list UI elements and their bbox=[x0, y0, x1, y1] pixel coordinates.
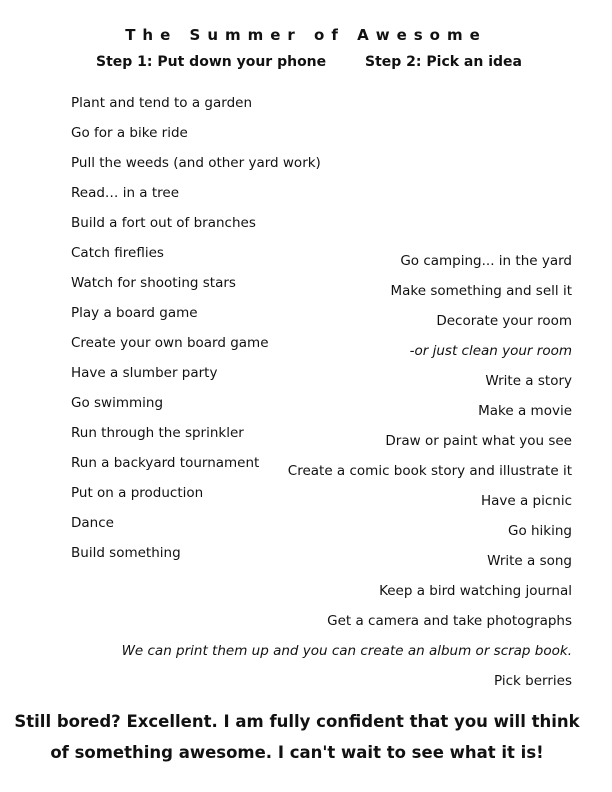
list-item: Run a backyard tournament bbox=[71, 455, 260, 471]
list-item: Go hiking bbox=[507, 523, 572, 539]
closing-line-1: Still bored? Excellent. I am fully confident that you will think bbox=[14, 712, 580, 731]
list-item: Make a movie bbox=[478, 403, 572, 419]
list-item: Plant and tend to a garden bbox=[71, 95, 253, 111]
list-item: Go for a bike ride bbox=[71, 125, 188, 141]
list-item: Make something and sell it bbox=[390, 283, 572, 299]
list-item: Read… in a tree bbox=[71, 185, 180, 201]
list-item: Watch for shooting stars bbox=[71, 275, 236, 291]
list-item: Decorate your room bbox=[436, 313, 572, 329]
list-item: Build something bbox=[71, 545, 181, 561]
list-item: Catch fireflies bbox=[71, 245, 164, 261]
list-item-note: We can print them up and you can create an album or scrap book. bbox=[121, 643, 572, 659]
right-ideas-list bbox=[122, 250, 572, 700]
list-item: Create your own board game bbox=[71, 335, 269, 351]
list-item: Keep a bird watching journal bbox=[379, 583, 572, 599]
list-item: Create a comic book story and illustrate it bbox=[287, 463, 572, 479]
list-item: Play a board game bbox=[71, 305, 198, 321]
list-item: Pull the weeds (and other yard work) bbox=[71, 155, 321, 171]
list-item: Dance bbox=[71, 515, 114, 531]
list-item-note: -or just clean your room bbox=[409, 343, 572, 359]
list-item: Put on a production bbox=[71, 485, 204, 501]
list-item: Go swimming bbox=[71, 395, 164, 411]
list-item: Have a slumber party bbox=[71, 365, 218, 381]
list-item: Go camping... in the yard bbox=[400, 253, 572, 269]
list-item: Write a story bbox=[485, 373, 572, 389]
list-item: Pick berries bbox=[494, 673, 572, 689]
step-1-heading: Step 1: Put down your phone bbox=[96, 54, 327, 70]
closing-line-2: of something awesome. I can't wait to see what it is! bbox=[50, 743, 544, 762]
page-title: The Summer of Awesome bbox=[125, 26, 487, 44]
closing-message bbox=[0, 706, 612, 768]
list-item: Write a song bbox=[487, 553, 572, 569]
list-item: Get a camera and take photographs bbox=[327, 613, 572, 629]
list-item: Draw or paint what you see bbox=[385, 433, 572, 449]
step-2-heading: Step 2: Pick an idea bbox=[365, 54, 522, 70]
list-item: Have a picnic bbox=[480, 493, 572, 509]
list-item: Build a fort out of branches bbox=[71, 215, 256, 231]
list-item: Run through the sprinkler bbox=[71, 425, 244, 441]
